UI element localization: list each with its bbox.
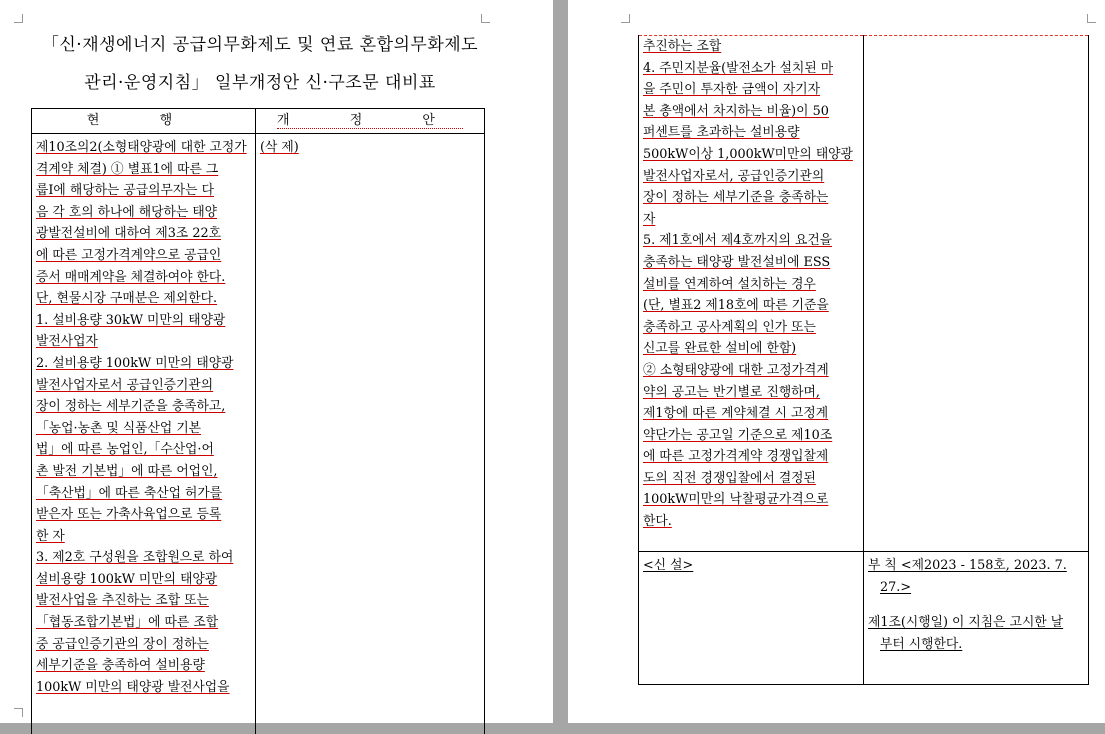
provision-line: 증서 매매계약을 체결하여야 한다. xyxy=(36,267,251,289)
page-corner-mark xyxy=(1087,14,1096,23)
addendum-article-cont: 부터 시행한다. xyxy=(868,634,1084,656)
provision-line: 세부기준을 충족하여 설비용량 xyxy=(36,655,251,677)
provision-line: 에 따른 고정가격계약으로 공급인 xyxy=(36,245,251,267)
provision-line: 3. 제2호 구성원을 조합원으로 하여 xyxy=(36,547,251,569)
provision-line: 설비를 연계하여 설치하는 경우 xyxy=(643,274,859,296)
current-text-cell xyxy=(32,134,256,734)
new-provision-current-cell xyxy=(639,552,864,685)
provision-line: 중 공급인증기관의 장이 정하는 xyxy=(36,634,251,656)
provision-line: 촌 발전 기본법」에 따른 어업인, xyxy=(36,461,251,483)
provision-line: 충족하는 태양광 발전설비에 ESS xyxy=(643,252,859,274)
page-corner-mark xyxy=(481,14,490,23)
addendum-cell xyxy=(864,552,1089,685)
provision-line: 장이 정하는 세부기준을 충족하고, xyxy=(36,396,251,418)
addendum-heading: 부 칙 <제2023 - 158호, 2023. 7. xyxy=(868,555,1084,577)
comparison-table-page-1 xyxy=(31,108,485,734)
provision-line: 에 따른 고정가격계약 경쟁입찰제 xyxy=(643,446,859,468)
provision-line: ② 소형태양광에 대한 고정가격계 xyxy=(643,360,859,382)
provision-line: 추진하는 조합 xyxy=(643,36,859,58)
provision-line: 본 총액에서 차지하는 비율)이 50 xyxy=(643,101,859,123)
provision-line: 1. 설비용량 30kW 미만의 태양광 xyxy=(36,310,251,332)
provision-line: 광발전설비에 대하여 제3조 22호 xyxy=(36,223,251,245)
provision-line: 퍼센트를 초과하는 설비용량 xyxy=(643,122,859,144)
document-page-1 xyxy=(0,0,553,723)
revised-text-cell-cont xyxy=(864,36,1089,552)
provision-line: 제10조의2(소형태양광에 대한 고정가 xyxy=(36,137,251,159)
revised-deleted-mark: (삭 제) xyxy=(260,137,480,159)
current-provision-text-cont xyxy=(639,36,863,533)
provision-line: 「농업·농촌 및 식품산업 기본 xyxy=(36,418,251,440)
provision-line: 신고를 완료한 설비에 한함) xyxy=(643,338,859,360)
provision-line: 한다. xyxy=(643,511,859,533)
provision-line: 법」에 따른 농업인,「수산업·어 xyxy=(36,439,251,461)
page-corner-mark xyxy=(14,14,23,23)
provision-line: (단, 별표2 제18호에 따른 기준을 xyxy=(643,295,859,317)
page-corner-mark xyxy=(14,708,23,717)
document-page-2 xyxy=(568,0,1105,723)
provision-line: 도의 직전 경쟁입찰에서 결정된 xyxy=(643,468,859,490)
provision-line: 충족하고 공사계획의 인가 또는 xyxy=(643,317,859,339)
column-header-revised: 개 정 안 xyxy=(256,109,485,134)
provision-line: 룹Ⅰ에 해당하는 공급의무자는 다 xyxy=(36,180,251,202)
provision-line: 100kW 미만의 태양광 발전사업을 xyxy=(36,677,251,699)
provision-line: 단, 현물시장 구매분은 제외한다. xyxy=(36,288,251,310)
provision-line: 발전사업자로서 공급인증기관의 xyxy=(36,375,251,397)
addendum-heading-cont: 27.> xyxy=(868,577,1084,599)
provision-line: 2. 설비용량 100kW 미만의 태양광 xyxy=(36,353,251,375)
provision-line: 500kW이상 1,000kW미만의 태양광 xyxy=(643,144,859,166)
doc-title-line-1: 「신·재생에너지 공급의무화제도 및 연료 혼합의무화제도 xyxy=(0,30,520,55)
current-text-cell-cont xyxy=(639,36,864,552)
provision-line: 발전사업자로서, 공급인증기관의 xyxy=(643,166,859,188)
page-corner-mark xyxy=(621,14,630,23)
comparison-table-page-2 xyxy=(638,35,1089,685)
provision-line: 약단가는 공고일 기준으로 제10조 xyxy=(643,425,859,447)
provision-line: 4. 주민지분율(발전소가 설치된 마 xyxy=(643,58,859,80)
column-header-current: 현 행 xyxy=(32,109,256,134)
provision-line: 받은자 또는 가축사육업으로 등록 xyxy=(36,504,251,526)
provision-line: 100kW미만의 낙찰평균가격으로 xyxy=(643,489,859,511)
provision-line: 제1항에 따른 계약체결 시 고정계 xyxy=(643,403,859,425)
provision-line: 「축산법」에 따른 축산업 허가를 xyxy=(36,483,251,505)
provision-line: 약의 공고는 반기별로 진행하며, xyxy=(643,382,859,404)
doc-title-line-2: 관리·운영지침」 일부개정안 신·구조문 대비표 xyxy=(0,68,520,93)
provision-line: 5. 제1호에서 제4호까지의 요건을 xyxy=(643,230,859,252)
provision-line: 한 자 xyxy=(36,526,251,548)
provision-line: 「협동조합기본법」에 따른 조합 xyxy=(36,612,251,634)
new-provision-mark: <신 설> xyxy=(643,555,859,577)
provision-line: 을 주민이 투자한 금액이 자기자 xyxy=(643,79,859,101)
revised-text-cell xyxy=(256,134,485,734)
provision-line: 발전사업을 추진하는 조합 또는 xyxy=(36,590,251,612)
provision-line: 발전사업자 xyxy=(36,331,251,353)
addendum-article: 제1조(시행일) 이 지침은 고시한 날 xyxy=(868,612,1084,634)
current-provision-text xyxy=(32,134,255,698)
provision-line: 음 각 호의 하나에 해당하는 태양 xyxy=(36,202,251,224)
provision-line: 격계약 체결) ① 별표1에 따른 그 xyxy=(36,159,251,181)
provision-line: 설비용량 100kW 미만의 태양광 xyxy=(36,569,251,591)
provision-line: 자 xyxy=(643,209,859,231)
provision-line: 장이 정하는 세부기준을 충족하는 xyxy=(643,187,859,209)
